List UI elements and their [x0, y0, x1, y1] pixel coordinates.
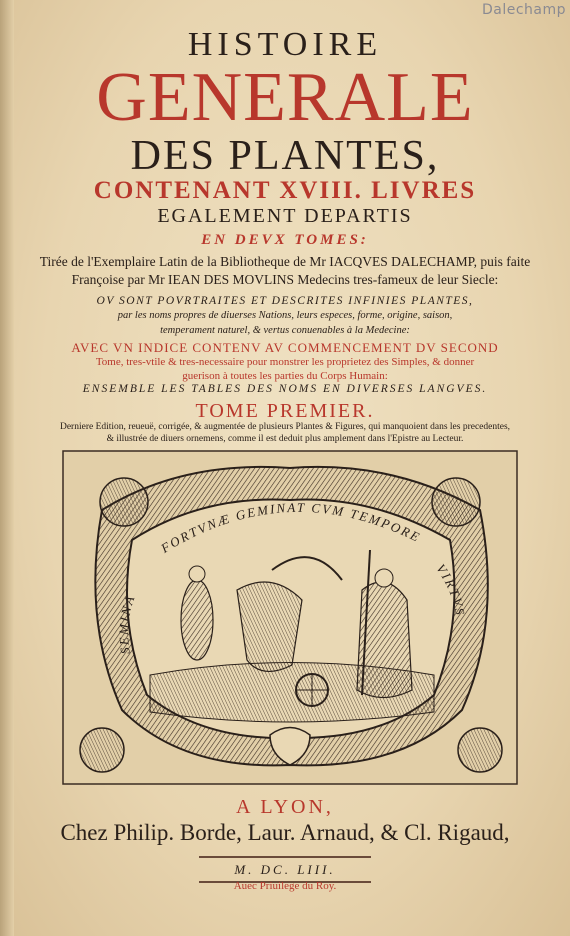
title-line-histoire: HISTOIRE — [187, 26, 383, 63]
title-line-deux-tomes: EN DEVX TOMES: — [201, 232, 369, 248]
imprint-privilege: Auec Priuilege du Roy. — [233, 880, 337, 892]
emblem-top-motto: FORTVNÆ GEMINAT CVM TEMPORE — [158, 499, 424, 556]
title-line-contenant: CONTENANT XVIII. LIVRES — [93, 177, 477, 204]
description-line-2: par les noms propres de diuerses Nations, leurs especes, forme, origine, saison, — [117, 310, 453, 321]
title-line-egalement: EGALEMENT DEPARTIS — [157, 205, 413, 227]
description-line-1: OV SONT POVRTRAITES ET DESCRITES INFINIES PLANTES, — [96, 295, 474, 307]
emblem-left-word: SEMINA — [116, 592, 138, 655]
description-line-3: temperament naturel, & vertus conuenables à la Medecine: — [160, 325, 410, 336]
index-line-1: AVEC VN INDICE CONTENV AV COMMENCEMENT DV SECOND — [71, 340, 499, 355]
divider-top — [199, 856, 371, 858]
imprint-year: M. DC. LIII. — [234, 862, 336, 877]
edition-line-1: Derniere Edition, reueuë, corrigée, & augmentée de plusieurs Plantes & Figures, qui manquoient dans les precedentes, — [59, 422, 511, 432]
subtitle-line-2: Françoise par Mr IEAN DES MOVLINS Medecins tres-fameux de leur Siecle: — [71, 272, 499, 287]
pencil-annotation: Dalechamp — [482, 2, 567, 18]
emblem-engraving — [62, 450, 518, 785]
imprint-city: A LYON, — [236, 796, 334, 818]
subtitle-line-1: Tirée de l'Exemplaire Latin de la Bibliotheque de Mr IACQVES DALECHAMP, puis faite — [39, 254, 531, 269]
edition-line-2: & illustrée de diuers ornemens, comme il est deduit plus amplement dans l'Epistre au Lecteur. — [106, 434, 464, 444]
index-line-4: ENSEMBLE LES TABLES DES NOMS EN DIVERSES LANGVES. — [82, 383, 488, 395]
title-line-des-plantes: DES PLANTES, — [130, 133, 440, 179]
imprint-publishers: Chez Philip. Borde, Laur. Arnaud, & Cl. Rigaud, — [60, 820, 510, 845]
emblem-right-word: VIRTVS — [433, 561, 469, 618]
tome-heading: TOME PREMIER. — [195, 400, 375, 422]
index-line-3: guerison à toutes les parties du Corps Humain: — [182, 370, 388, 382]
title-line-generale: GENERALE — [96, 59, 474, 136]
index-line-2: Tome, tres-vtile & tres-necessaire pour monstrer les proprietez des Simples, & donner — [95, 356, 475, 368]
